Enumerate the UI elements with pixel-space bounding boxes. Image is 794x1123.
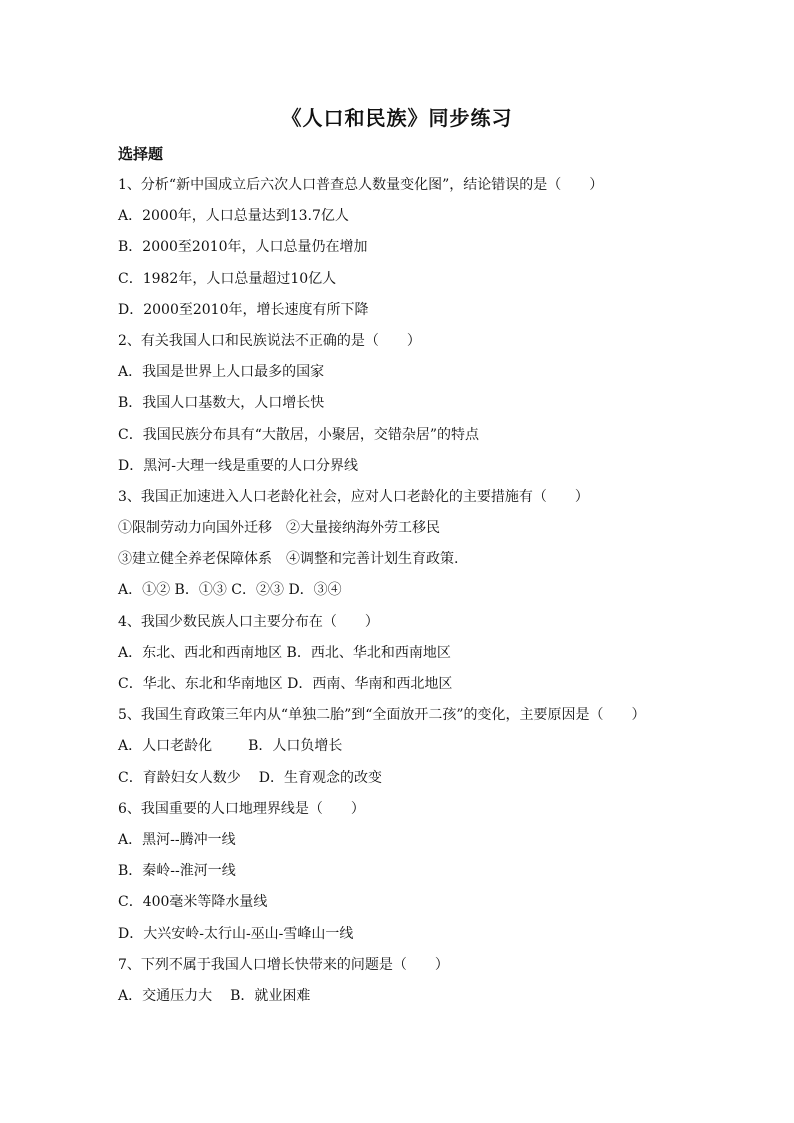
question-6-option-a: A．黑河--腾冲一线 (118, 831, 236, 848)
question-5-option-c: C．育龄妇女人数少 (118, 769, 241, 786)
question-1-option-c: C．1982年，人口总量超过10亿人 (118, 270, 337, 287)
question-6-option-b: B．秦岭--淮河一线 (118, 863, 236, 880)
question-4-options-ab: A．东北、西北和西南地区 B．西北、华北和西南地区 (118, 644, 451, 661)
question-5-option-b: B．人口负增长 (248, 738, 343, 755)
question-2-option-a: A．我国是世界上人口最多的国家 (118, 364, 325, 381)
question-7-option-b: B．就业困难 (230, 987, 311, 1004)
question-7-option-a: A．交通压力大 (118, 987, 213, 1004)
question-1-option-a: A．2000年，人口总量达到13.7亿人 (118, 208, 349, 225)
question-1-stem: 1、分析“新中国成立后六次人口普查总人数量变化图”，结论错误的是（ ） (118, 177, 604, 193)
question-5-options-cd (118, 767, 698, 798)
question-4-stem: 4、我国少数民族人口主要分布在（ ） (118, 613, 379, 630)
question-7-stem: 7、下列不属于我国人口增长快带来的问题是（ ） (118, 956, 449, 973)
question-2-option-b: B．我国人口基数大，人口增长快 (118, 395, 325, 412)
question-5-stem: 5、我国生育政策三年内从“单独二胎”到“全面放开二孩”的变化，主要原因是（ ） (118, 707, 646, 724)
question-5-option-a: A．人口老龄化 (118, 738, 213, 755)
question-6-stem: 6、我国重要的人口地理界线是（ ） (118, 800, 365, 817)
question-3-items-2: ③建立健全养老保障体系 ④调整和完善计划生育政策. (118, 551, 459, 568)
question-list (118, 174, 698, 1016)
question-3-options: A．①② B．①③ C．②③ D．③④ (118, 582, 342, 599)
question-7-options-ab (118, 985, 698, 1016)
question-4-options-cd: C．华北、东北和华南地区 D．西南、华南和西北地区 (118, 676, 453, 692)
question-2-stem: 2、有关我国人口和民族说法不正确的是（ ） (118, 332, 421, 349)
question-1-option-b: B．2000至2010年，人口总量仍在增加 (118, 239, 368, 256)
question-5-options-ab (118, 735, 698, 766)
question-2-option-c: C．我国民族分布具有“大散居，小聚居，交错杂居”的特点 (118, 426, 480, 443)
question-3-stem: 3、我国正加速进入人口老龄化社会，应对人口老龄化的主要措施有（ ） (118, 488, 589, 505)
section-heading: 选择题 (118, 145, 164, 163)
question-5-option-d: D．生育观念的改变 (258, 769, 382, 786)
question-6-option-c: C．400毫米等降水量线 (118, 894, 268, 911)
page-title: 《人口和民族》同步练习 (281, 106, 513, 130)
question-3-items-1: ①限制劳动力向国外迁移 ②大量接纳海外劳工移民 (118, 520, 440, 537)
question-2-option-d: D．黑河-大理一线是重要的人口分界线 (118, 457, 358, 474)
question-6-option-d: D．大兴安岭-太行山-巫山-雪峰山一线 (118, 925, 354, 942)
question-1-option-d: D．2000至2010年，增长速度有所下降 (118, 301, 369, 318)
